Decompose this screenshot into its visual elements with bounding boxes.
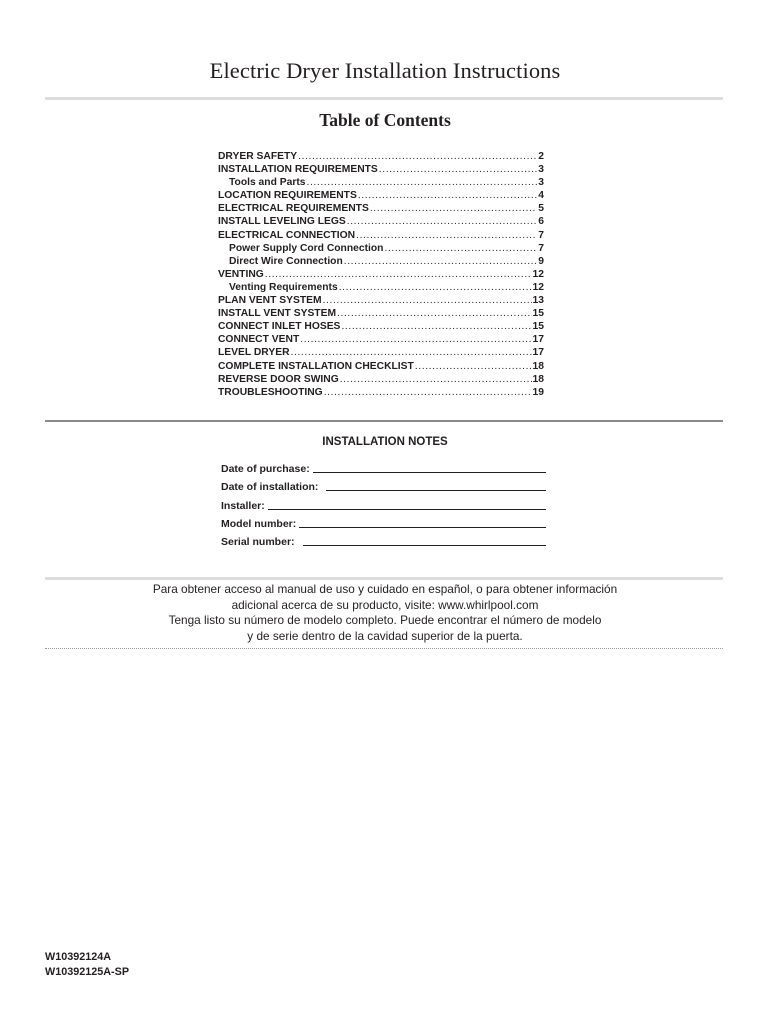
note-field-installer <box>221 494 546 512</box>
document-title: Electric Dryer Installation Instructions <box>209 58 561 83</box>
document-number: W10392124A <box>45 951 112 963</box>
table-of-contents <box>218 150 544 399</box>
toc-heading: Table of Contents <box>319 110 451 130</box>
note-label: Date of purchase: <box>221 463 310 476</box>
toc-entry-install-vent-system[interactable]: INSTALL VENT SYSTEM ..... 15 <box>218 307 544 320</box>
note-field-serial-number <box>221 531 546 549</box>
toc-entry-tools-and-parts[interactable]: Tools and Parts ..... 3 <box>218 176 544 189</box>
toc-entry-installation-requirements[interactable]: INSTALLATION REQUIREMENTS ..... 3 <box>218 163 544 176</box>
note-label: Serial number: <box>221 535 295 548</box>
toc-entry-install-leveling-legs[interactable]: INSTALL LEVELING LEGS ..... 6 <box>218 215 544 228</box>
note-label: Model number: <box>221 517 297 530</box>
spanish-note-line: adicional acerca de su producto, visite: www.whirlpool.com <box>231 597 539 612</box>
title-divider <box>45 97 723 100</box>
note-field-model-number <box>221 513 546 531</box>
note-field-date-of-installation <box>221 476 546 494</box>
toc-entry-troubleshooting[interactable]: TROUBLESHOOTING ..... 19 <box>218 386 544 399</box>
spanish-note-top-divider <box>45 577 723 580</box>
toc-entry-electrical-requirements[interactable]: ELECTRICAL REQUIREMENTS ..... 5 <box>218 202 544 215</box>
installer-input[interactable] <box>268 509 546 510</box>
spanish-note-line: Tenga listo su número de modelo completo. Puede encontrar el número de modelo <box>168 613 602 628</box>
date-of-purchase-input[interactable] <box>313 472 546 473</box>
toc-entry-location-requirements[interactable]: LOCATION REQUIREMENTS ..... 4 <box>218 189 544 202</box>
toc-entry-connect-inlet-hoses[interactable]: CONNECT INLET HOSES ..... 15 <box>218 320 544 333</box>
spanish-note-bottom-divider <box>45 648 723 649</box>
date-of-installation-input[interactable] <box>326 490 546 491</box>
installation-notes-form <box>221 458 546 549</box>
note-label: Date of installation: <box>221 481 319 494</box>
serial-number-input[interactable] <box>303 545 546 546</box>
toc-entry-reverse-door-swing[interactable]: REVERSE DOOR SWING ..... 18 <box>218 373 544 386</box>
model-number-input[interactable] <box>299 527 546 528</box>
toc-entry-direct-wire-connection[interactable]: Direct Wire Connection ..... 9 <box>218 255 544 268</box>
spanish-note-line: y de serie dentro de la cavidad superior de la puerta. <box>247 628 523 643</box>
toc-entry-electrical-connection[interactable]: ELECTRICAL CONNECTION ..... 7 <box>218 229 544 242</box>
toc-entry-venting-requirements[interactable]: Venting Requirements ..... 12 <box>218 281 544 294</box>
spanish-note-line: Para obtener acceso al manual de uso y cuidado en español, o para obtener información <box>152 582 618 596</box>
document-number: W10392125A-SP <box>45 965 130 978</box>
toc-entry-venting[interactable]: VENTING ..... 12 <box>218 268 544 281</box>
toc-entry-connect-vent[interactable]: CONNECT VENT ..... 17 <box>218 333 544 346</box>
toc-entry-complete-installation-checklist[interactable]: COMPLETE INSTALLATION CHECKLIST ..... 18 <box>218 360 544 373</box>
toc-entry-plan-vent-system[interactable]: PLAN VENT SYSTEM ..... 13 <box>218 294 544 307</box>
section-divider <box>45 420 723 422</box>
document-numbers <box>45 950 129 979</box>
spanish-note <box>0 582 770 644</box>
installation-notes-heading: INSTALLATION NOTES <box>322 436 448 448</box>
toc-entry-power-supply-cord-connection[interactable]: Power Supply Cord Connection ..... 7 <box>218 242 544 255</box>
toc-entry-dryer-safety[interactable]: DRYER SAFETY ..... 2 <box>218 150 544 163</box>
note-label: Installer: <box>221 499 265 512</box>
note-field-date-of-purchase <box>221 458 546 476</box>
toc-entry-level-dryer[interactable]: LEVEL DRYER ..... 17 <box>218 346 544 359</box>
